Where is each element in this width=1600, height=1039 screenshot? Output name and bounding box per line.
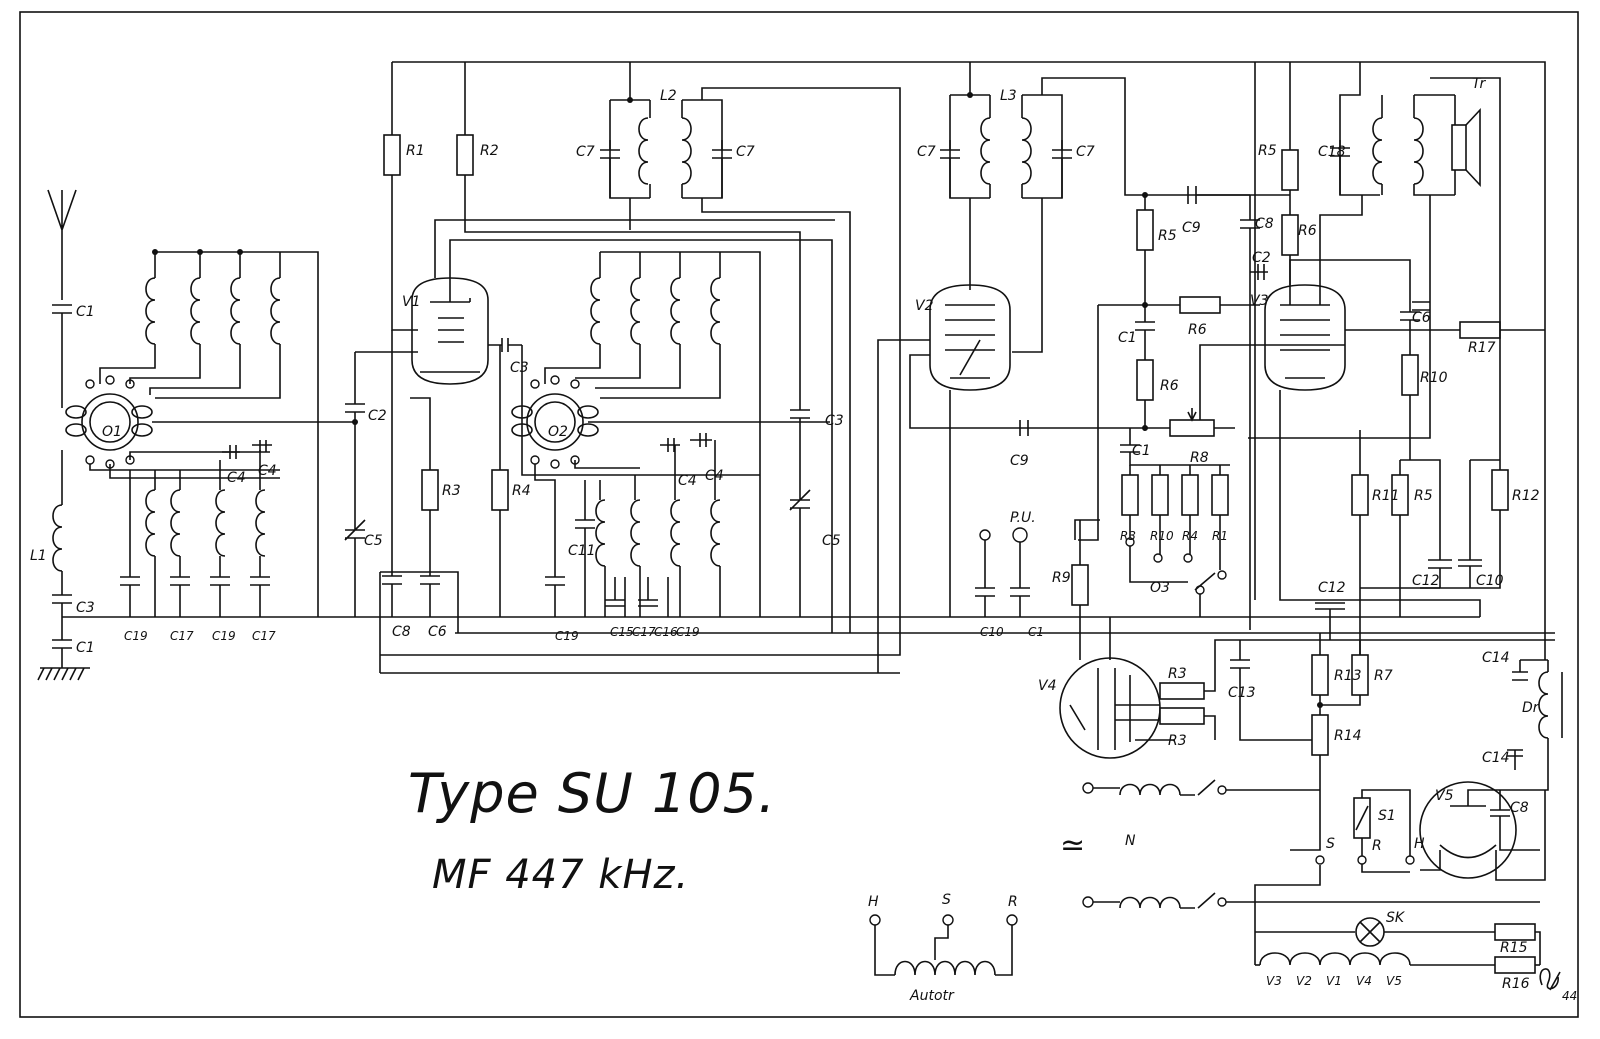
drawing-frame xyxy=(20,12,1578,1017)
label-c10: C10 xyxy=(980,625,1004,639)
tube-v3 xyxy=(1200,62,1545,740)
label-c19: C19 xyxy=(555,629,579,643)
label-r15: R15 xyxy=(1500,940,1528,956)
label-c4: C4 xyxy=(678,473,697,489)
label-c6: C6 xyxy=(428,624,447,640)
label-c3: C3 xyxy=(76,600,95,616)
label-r1: R1 xyxy=(406,143,425,159)
label-c2: C2 xyxy=(1252,250,1271,266)
label-heater-v1: V1 xyxy=(1326,974,1342,988)
label-c1: C1 xyxy=(1132,443,1151,459)
mains-section xyxy=(1060,780,1540,973)
label-o3: O3 xyxy=(1150,580,1170,596)
drawing-subtitle: MF 447 kHz. xyxy=(432,852,690,898)
label-r10: R10 xyxy=(1150,529,1174,543)
label-c17: C17 xyxy=(632,625,656,639)
label-l3: L3 xyxy=(1000,88,1017,104)
label-r5: R5 xyxy=(1414,488,1433,504)
label-r4: R4 xyxy=(1182,529,1198,543)
label-c6: C6 xyxy=(1412,310,1431,326)
pickup-inputs xyxy=(975,528,1030,617)
label-c3: C3 xyxy=(510,360,529,376)
label-r9: R9 xyxy=(1052,570,1071,586)
label-c14: C14 xyxy=(1482,750,1510,766)
label-r6: R6 xyxy=(1188,322,1207,338)
tube-v4 xyxy=(1060,520,1555,758)
label-s1: S1 xyxy=(1378,808,1396,824)
label-c7: C7 xyxy=(917,144,936,160)
signature-mark xyxy=(1540,969,1577,1003)
label-r2: R2 xyxy=(480,143,499,159)
speaker-symbol xyxy=(1452,125,1466,170)
label-o2: O2 xyxy=(548,424,568,440)
label-c1: C1 xyxy=(76,304,95,320)
label-sk: SK xyxy=(1386,910,1405,926)
label-c8: C8 xyxy=(392,624,411,640)
label-c10: C10 xyxy=(1476,573,1504,589)
label-c9: C9 xyxy=(1182,220,1201,236)
label-c19: C19 xyxy=(124,629,148,643)
label-v1: V1 xyxy=(402,294,421,310)
output-transformer-tr xyxy=(1248,62,1500,450)
label-r1: R1 xyxy=(1212,529,1228,543)
coil-bank-1-lower xyxy=(90,440,280,617)
label-s: S xyxy=(1326,836,1335,852)
label-r7: R7 xyxy=(1374,668,1393,684)
label-c12: C12 xyxy=(1412,573,1440,589)
label-c14: C14 xyxy=(1482,650,1510,666)
label-l1: L1 xyxy=(30,548,47,564)
label-heater-v3: V3 xyxy=(1266,974,1282,988)
label-autotr: Autotr xyxy=(910,988,954,1004)
ac-symbol: ≃ xyxy=(1060,828,1086,863)
label-c13: C13 xyxy=(1228,685,1256,701)
tube-v2 xyxy=(878,285,1145,673)
label-c17: C17 xyxy=(170,629,194,643)
label-c1: C1 xyxy=(1118,330,1137,346)
earth-symbol xyxy=(38,668,90,680)
label-r4: R4 xyxy=(512,483,531,499)
label-c5: C5 xyxy=(822,533,841,549)
label-c4: C4 xyxy=(258,463,277,479)
r3-c8-c6 xyxy=(380,330,522,673)
label-c15: C15 xyxy=(610,625,634,639)
label-r8: R8 xyxy=(1190,450,1209,466)
label-c19: C19 xyxy=(212,629,236,643)
label-c11: C11 xyxy=(568,543,596,559)
mains-label: N xyxy=(1125,833,1136,849)
label-r3: R3 xyxy=(1168,733,1187,749)
label-r14: R14 xyxy=(1334,728,1362,744)
label-c4: C4 xyxy=(705,468,724,484)
label-r5: R5 xyxy=(1258,143,1277,159)
tube-v1 xyxy=(412,240,832,633)
label-c1: C1 xyxy=(1028,625,1045,639)
label-r11: R11 xyxy=(1372,488,1400,504)
label-o1: O1 xyxy=(102,424,122,440)
label-pu: P.U. xyxy=(1010,510,1036,526)
label-r12: R12 xyxy=(1512,488,1540,504)
label-heater-v2: V2 xyxy=(1296,974,1312,988)
label-v4: V4 xyxy=(1038,678,1057,694)
label-c8: C8 xyxy=(1255,216,1274,232)
label-c1: C1 xyxy=(76,640,95,656)
label-c5: C5 xyxy=(364,533,383,549)
label-r6: R6 xyxy=(1160,378,1179,394)
wave-switch-o2 xyxy=(512,376,598,468)
label-r10: R10 xyxy=(1420,370,1448,386)
antenna-symbol xyxy=(48,190,76,300)
label-at-h: H xyxy=(868,894,879,910)
wave-switch-o1 xyxy=(66,376,152,468)
label-c7: C7 xyxy=(736,144,755,160)
label-l2: L2 xyxy=(660,88,677,104)
label-c2: C2 xyxy=(368,408,387,424)
label-c16: C16 xyxy=(654,625,678,639)
label-r13: R13 xyxy=(1334,668,1362,684)
label-c4: C4 xyxy=(227,470,246,486)
drawing-title: Type SU 105. xyxy=(408,762,777,825)
label-v5: V5 xyxy=(1435,788,1454,804)
label-r17: R17 xyxy=(1468,340,1496,356)
autotransformer xyxy=(870,915,1017,975)
label-c3: C3 xyxy=(825,413,844,429)
label-r5: R5 xyxy=(1158,228,1177,244)
coil-bank-2-lower xyxy=(535,402,830,617)
label-c12: C12 xyxy=(1318,580,1346,596)
c2-c5-section xyxy=(152,352,418,617)
label-r: R xyxy=(1372,838,1382,854)
label-c17: C17 xyxy=(252,629,276,643)
label-c9: C9 xyxy=(1010,453,1029,469)
bias-network xyxy=(1315,430,1508,680)
label-at-r: R xyxy=(1008,894,1018,910)
label-heater-v5: V5 xyxy=(1386,974,1402,988)
label-c18: C18 xyxy=(1318,144,1346,160)
label-c8: C8 xyxy=(1510,800,1529,816)
label-h: H xyxy=(1414,836,1425,852)
label-v3: V3 xyxy=(1250,293,1269,309)
signature-number: 44 xyxy=(1562,989,1578,1003)
label-r3: R3 xyxy=(1120,529,1136,543)
label-c19: C19 xyxy=(676,625,700,639)
label-r16: R16 xyxy=(1502,976,1530,992)
label-c7: C7 xyxy=(576,144,595,160)
label-dr: Dr xyxy=(1522,700,1539,716)
label-at-s: S xyxy=(942,892,951,908)
label-r3: R3 xyxy=(442,483,461,499)
label-r6: R6 xyxy=(1298,223,1317,239)
label-c7: C7 xyxy=(1076,144,1095,160)
label-tr: Tr xyxy=(1472,76,1486,92)
label-r3: R3 xyxy=(1168,666,1187,682)
label-v2: V2 xyxy=(915,298,934,314)
label-heater-v4: V4 xyxy=(1356,974,1372,988)
